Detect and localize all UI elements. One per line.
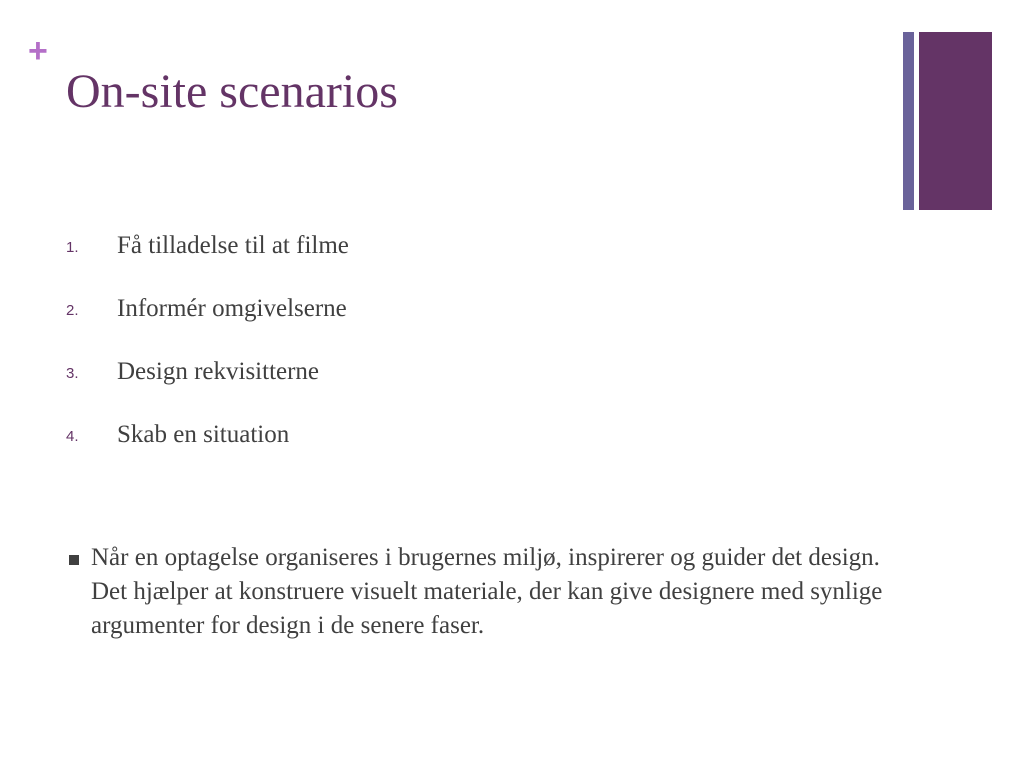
list-item-number: 2. bbox=[66, 302, 79, 319]
list-item-number: 1. bbox=[66, 239, 79, 256]
list-item-text: Informér omgivelserne bbox=[117, 295, 347, 322]
list-item-number: 3. bbox=[66, 365, 79, 382]
decorative-thick-bar bbox=[919, 32, 992, 210]
bullet-paragraph bbox=[66, 541, 886, 643]
list-item-text: Få tilladelse til at filme bbox=[117, 232, 349, 259]
list-item-number: 4. bbox=[66, 428, 79, 445]
plus-icon: + bbox=[28, 32, 48, 70]
slide-title: On-site scenarios bbox=[66, 65, 398, 118]
bullet-text: Når en optagelse organiseres i brugernes miljø, inspirerer og guider det design. Det hjælper at konstruere visuelt materiale, der kan give designere med synlige argumenter for design i de senere faser. bbox=[91, 544, 883, 639]
decorative-thin-bar bbox=[903, 32, 914, 210]
list-item-text: Skab en situation bbox=[117, 421, 290, 448]
list-item-text: Design rekvisitterne bbox=[117, 358, 320, 385]
square-bullet-icon bbox=[69, 555, 79, 565]
